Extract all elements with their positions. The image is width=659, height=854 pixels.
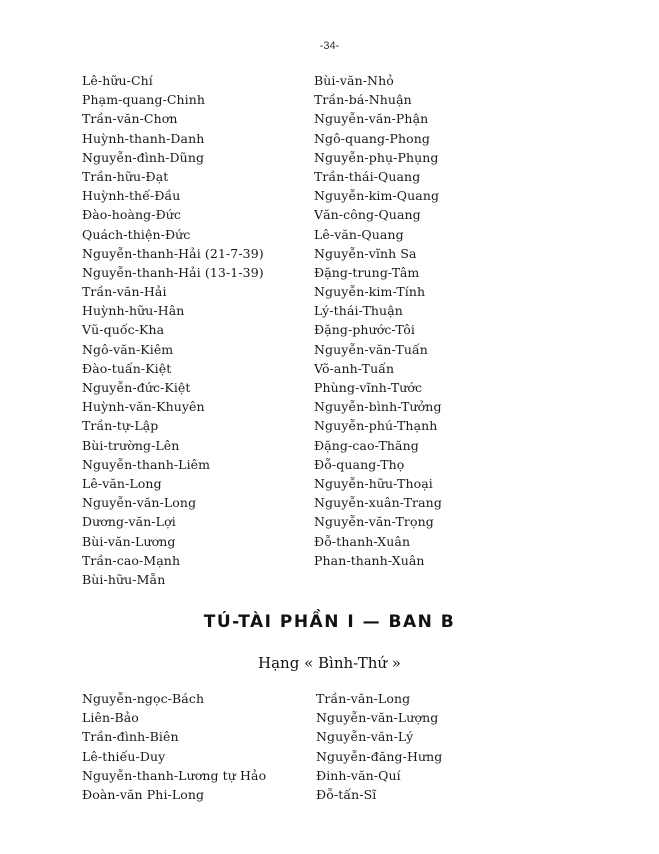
name-entry: Lê-hữu-Chí bbox=[82, 73, 153, 88]
name-entry: Đào-hoàng-Đức bbox=[82, 207, 182, 223]
name-entry: Dương-văn-Lợi bbox=[82, 514, 176, 530]
name-entry: Nguyễn-văn-Long bbox=[82, 495, 197, 511]
name-entry: Trần-đình-Biên bbox=[82, 729, 179, 745]
name-entry: Nguyễn-văn-Lượng bbox=[316, 710, 439, 726]
name-entry: Phạm-quang-Chinh bbox=[82, 92, 206, 108]
name-entry: Quách-thiện-Đức bbox=[82, 226, 191, 242]
name-entry: Nguyễn-hữu-Thoại bbox=[314, 475, 433, 491]
name-entry: Nguyễn-vĩnh Sa bbox=[314, 245, 417, 261]
name-entry: Lê-thiếu-Duy bbox=[82, 748, 166, 764]
name-entry: Đặng-trung-Tâm bbox=[314, 264, 420, 280]
name-entry: Huỳnh-văn-Khuyên bbox=[82, 399, 205, 415]
name-entry: Trần-tự-Lập bbox=[82, 418, 159, 434]
name-entry: Võ-anh-Tuấn bbox=[314, 360, 395, 376]
name-entry: Nguyễn-thanh-Lương tự Hảo bbox=[82, 767, 267, 783]
name-entry: Nguyễn-đăng-Hưng bbox=[316, 748, 443, 764]
name-entry: Huỳnh-thế-Đầu bbox=[82, 188, 181, 204]
name-entry: Lý-thái-Thuận bbox=[314, 303, 403, 319]
name-entry: Vũ-quốc-Kha bbox=[82, 322, 165, 338]
name-entry: Nguyễn-bình-Tưởng bbox=[314, 399, 442, 415]
name-entry: Lê-văn-Quang bbox=[314, 226, 404, 242]
name-entry: Nguyễn-phụ-Phụng bbox=[314, 149, 439, 165]
section-title: TÚ-TÀI PHẦN I — BAN B bbox=[203, 612, 456, 632]
name-entry: Đặng-phước-Tôi bbox=[314, 322, 416, 338]
name-entry: Trần-văn-Hải bbox=[82, 284, 167, 300]
name-entry: Trần-hữu-Đạt bbox=[82, 168, 169, 184]
name-entry: Phan-thanh-Xuân bbox=[314, 552, 425, 568]
name-entry: Nguyễn-ngọc-Bách bbox=[82, 691, 205, 706]
page-number: -34- bbox=[319, 40, 340, 52]
name-entry: Nguyễn-thanh-Liêm bbox=[82, 456, 211, 472]
name-entry: Đỗ-quang-Thọ bbox=[314, 456, 405, 472]
name-entry: Nguyễn-xuân-Trang bbox=[314, 495, 442, 511]
name-entry: Trần-văn-Long bbox=[316, 691, 411, 706]
name-entry: Lê-văn-Long bbox=[82, 475, 162, 491]
name-entry: Đặng-cao-Thăng bbox=[314, 437, 419, 453]
name-entry: Đào-tuấn-Kiệt bbox=[82, 360, 172, 376]
name-entry: Ngô-văn-Kiêm bbox=[82, 341, 174, 357]
name-entry: Nguyễn-phú-Thạnh bbox=[314, 418, 438, 434]
name-entry: Trần-văn-Chơn bbox=[82, 111, 178, 127]
name-entry: Nguyễn-đức-Kiệt bbox=[82, 380, 191, 395]
rank-title: Hạng « Bình-Thứ » bbox=[258, 654, 401, 672]
name-entry: Bùi-văn-Lương bbox=[82, 533, 176, 549]
name-entry: Đỗ-thanh-Xuân bbox=[314, 533, 411, 549]
name-entry: Đoàn-văn Phi-Long bbox=[82, 786, 205, 802]
name-entry: Nguyễn-đình-Dũng bbox=[82, 149, 205, 165]
name-entry: Ngô-quang-Phong bbox=[314, 130, 431, 146]
name-entry: Nguyễn-văn-Trọng bbox=[314, 514, 434, 530]
name-entry: Bùi-văn-Nhỏ bbox=[314, 73, 394, 88]
name-entry: Văn-công-Quang bbox=[314, 207, 421, 223]
name-entry: Nguyễn-văn-Tuấn bbox=[314, 341, 428, 357]
name-list-top-right bbox=[314, 71, 442, 570]
name-entry: Nguyễn-kim-Quang bbox=[314, 188, 440, 204]
name-entry: Huỳnh-thanh-Danh bbox=[82, 130, 205, 146]
name-list-top-left bbox=[82, 71, 264, 589]
name-entry: Huỳnh-hữu-Hân bbox=[82, 303, 185, 319]
name-entry: Bùi-trường-Lên bbox=[82, 437, 180, 453]
name-entry: Phùng-vĩnh-Tước bbox=[314, 380, 423, 395]
name-entry: Liên-Bảo bbox=[82, 710, 139, 726]
name-entry: Trần-cao-Mạnh bbox=[82, 552, 181, 568]
name-entry: Trần-bá-Nhuận bbox=[314, 92, 412, 108]
name-entry: Nguyễn-thanh-Hải (21-7-39) bbox=[82, 245, 264, 261]
name-entry: Đinh-văn-Quí bbox=[316, 767, 401, 783]
name-entry: Nguyễn-văn-Lý bbox=[316, 729, 414, 745]
name-list-bottom-right bbox=[316, 689, 442, 804]
name-entry: Trần-thái-Quang bbox=[314, 168, 421, 184]
name-list-bottom-left bbox=[82, 689, 266, 804]
name-entry: Nguyễn-thanh-Hải (13-1-39) bbox=[82, 264, 264, 280]
name-entry: Đỗ-tấn-Sĩ bbox=[316, 786, 377, 802]
name-entry: Nguyễn-văn-Phận bbox=[314, 111, 429, 127]
name-entry: Bùi-hữu-Mẫn bbox=[82, 571, 166, 587]
name-entry: Nguyễn-kim-Tính bbox=[314, 284, 426, 300]
